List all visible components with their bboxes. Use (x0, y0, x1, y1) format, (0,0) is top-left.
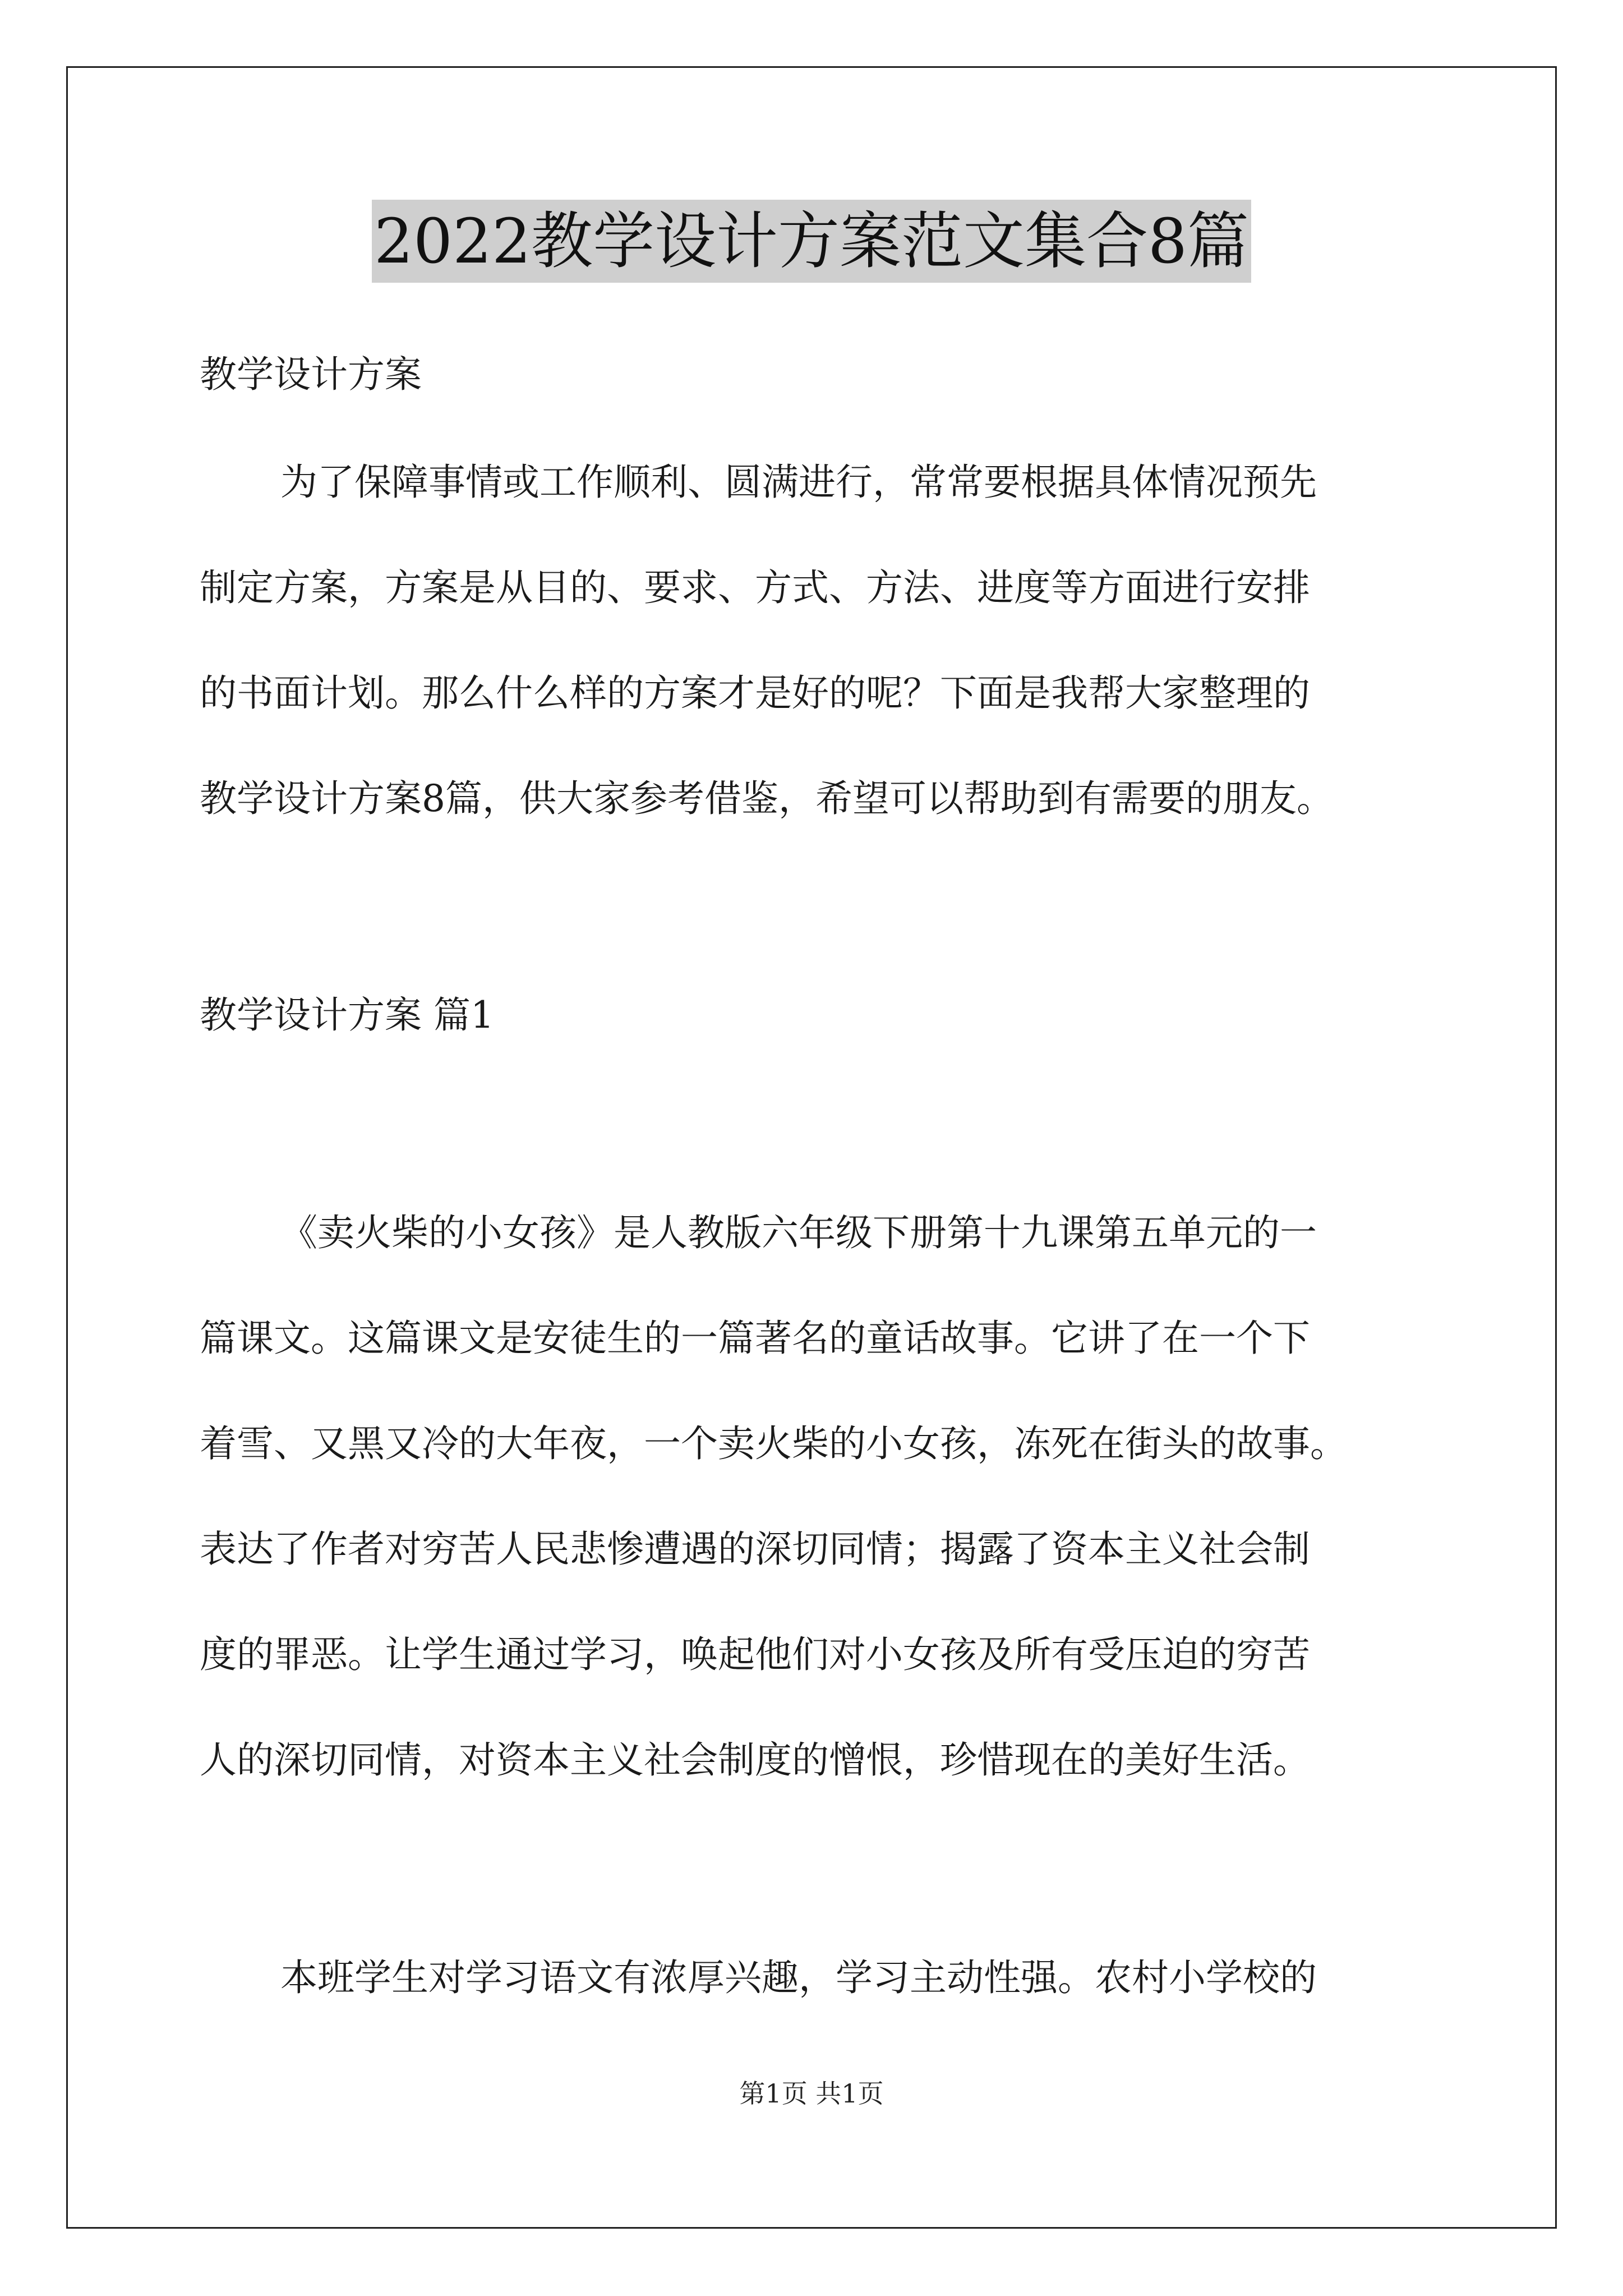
intro-line: 的书面计划。那么什么样的方案才是好的呢？下面是我帮大家整理的 (200, 671, 1310, 715)
paragraph-line: 着雪、又黑又冷的大年夜，一个卖火柴的小女孩，冻死在街头的故事。 (200, 1422, 1347, 1465)
intro-line: 教学设计方案8篇，供大家参考借鉴，希望可以帮助到有需要的朋友。 (200, 777, 1334, 820)
paragraph-line: 《卖火柴的小女孩》是人教版六年级下册第十九课第五单元的一 (280, 1211, 1317, 1254)
paragraph-line: 本班学生对学习语文有浓厚兴趣，学习主动性强。农村小学校的 (280, 1956, 1317, 1999)
paragraph-line: 表达了作者对穷苦人民悲惨遭遇的深切同情；揭露了资本主义社会制 (200, 1527, 1310, 1571)
paragraph-line: 度的罪恶。让学生通过学习，唤起他们对小女孩及所有受压迫的穷苦 (200, 1633, 1310, 1676)
page-footer: 第1页 共1页 (739, 2078, 884, 2109)
intro-line: 制定方案，方案是从目的、要求、方式、方法、进度等方面进行安排 (200, 566, 1310, 609)
paragraph-line: 人的深切同情，对资本主义社会制度的憎恨，珍惜现在的美好生活。 (200, 1738, 1310, 1782)
document-title: 2022教学设计方案范文集合8篇 (372, 200, 1251, 283)
intro-line: 为了保障事情或工作顺利、圆满进行，常常要根据具体情况预先 (280, 461, 1317, 504)
intro-heading: 教学设计方案 (200, 353, 422, 396)
paragraph-line: 篇课文。这篇课文是安徒生的一篇著名的童话故事。它讲了在一个下 (200, 1317, 1310, 1360)
section-heading: 教学设计方案 篇1 (200, 993, 494, 1037)
title-container (0, 200, 1623, 283)
